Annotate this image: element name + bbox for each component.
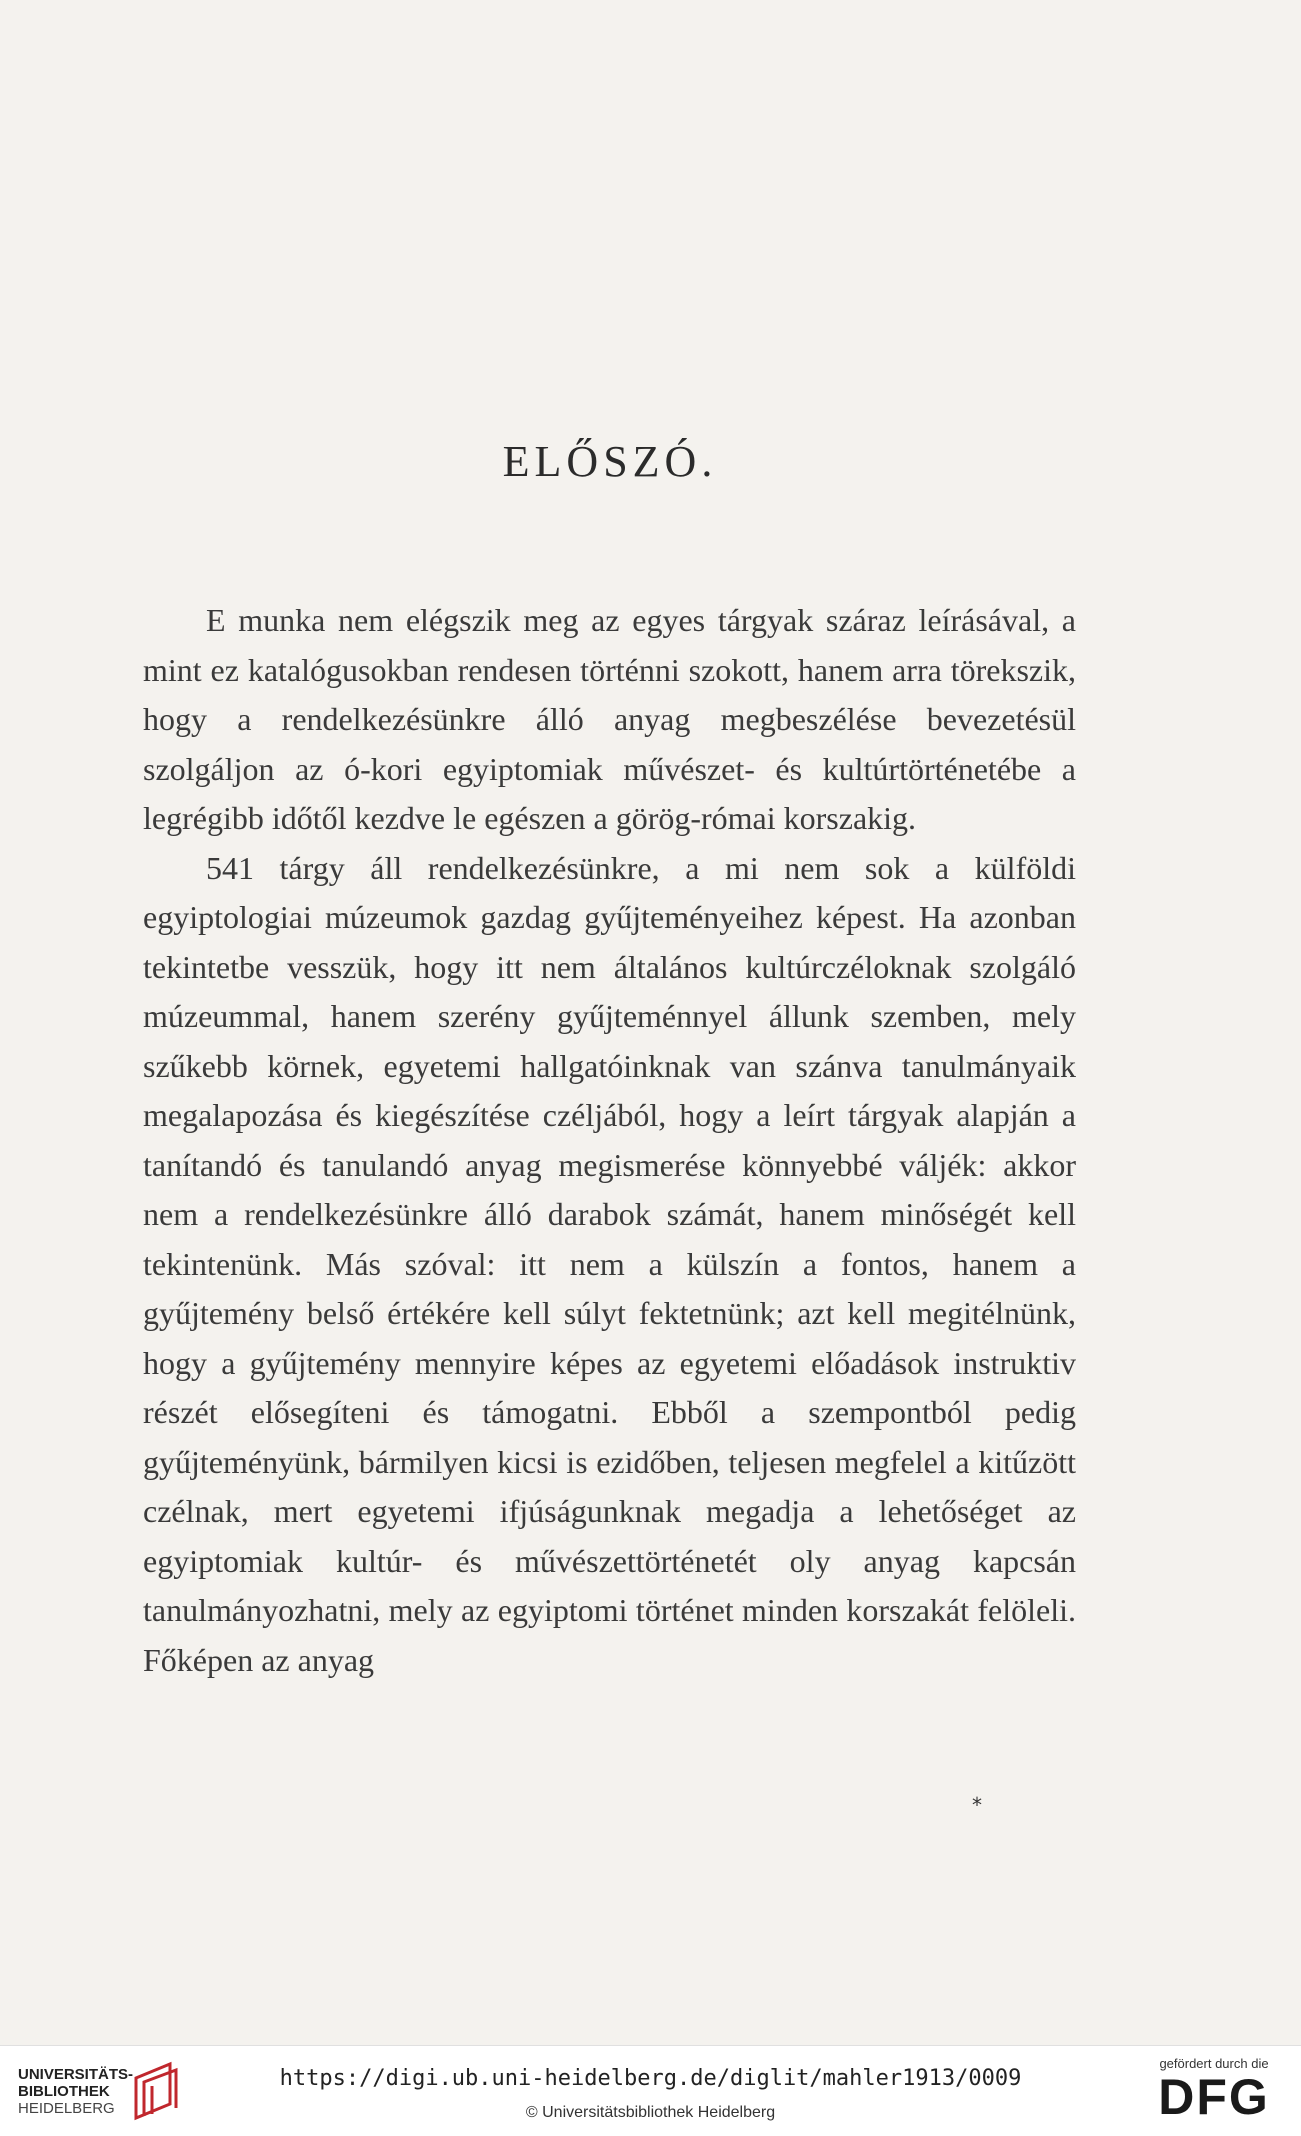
signature-mark: *	[972, 1793, 982, 1817]
document-url-link[interactable]: https://digi.ub.uni-heidelberg.de/diglit/mahler1913/0009	[279, 2066, 1022, 2091]
library-name-line3: HEIDELBERG	[18, 2100, 115, 2117]
copyright-text: © Universitätsbibliothek Heidelberg	[525, 2104, 776, 2121]
paragraph-1: E munka nem elégszik meg az egyes tárgyak száraz leírásával, a mint ez katalógusokban rendesen történni szokott, hanem arra törekszik, hogy a rendelkezésünkre álló anyag megbeszélése bevezetésül szolgáljon az ó-kori egyiptomiak művészet- és kultúrtörténetébe a legrégibb időtől kezdve le egészen a görög-római korszakig.	[143, 602, 1076, 836]
footer-bar	[0, 2045, 1301, 2136]
dfg-logo: DFG	[1158, 2069, 1270, 2125]
page-title: ELŐSZÓ.	[502, 437, 718, 486]
library-name-line2: BIBLIOTHEK	[18, 2083, 110, 2100]
library-name-line1: UNIVERSITÄTS-	[18, 2066, 134, 2083]
body-text	[143, 596, 1076, 1685]
paragraph-2: 541 tárgy áll rendelkezésünkre, a mi nem sok a külföldi egyiptologiai múzeumok gazdag gyűjteményeihez képest. Ha azonban tekintetbe vesszük, hogy itt nem általános kultúrczéloknak szolgáló múzeummal, hanem szerény gyűjteménnyel állunk szemben, mely szűkebb körnek, egyetemi hallgatóinknak van szánva tanulmányaik megalapozása és kiegészítése czéljából, hogy a leírt tárgyak alapján a tanítandó és tanulandó anyag megismerése könnyebbé váljék: akkor nem a rendelkezésünkre álló darabok számát, hanem minőségét kell tekintenünk. Más szóval: itt nem a külszín a fontos, hanem a gyűjtemény belső értékére kell súlyt fektetnünk; azt kell megitélnünk, hogy a gyűjtemény mennyire képes az egyetemi előadások instruktiv részét elősegíteni és támogatni. Ebből a szempontból pedig gyűjteményünk, bármilyen kicsi is ezidőben, teljesen megfelel a kitűzött czélnak, mert egyetemi ifjúságunknak megadja a lehetőséget az egyiptomiak kultúr- és művészettörténetét oly anyag kapcsán tanulmányozhatni, mely az egyiptomi történet minden korszakát felöleli. Főképen az anyag	[143, 849, 1076, 1678]
funder-label: gefördert durch die	[1159, 2056, 1269, 2071]
funder-block	[1149, 2056, 1279, 2123]
